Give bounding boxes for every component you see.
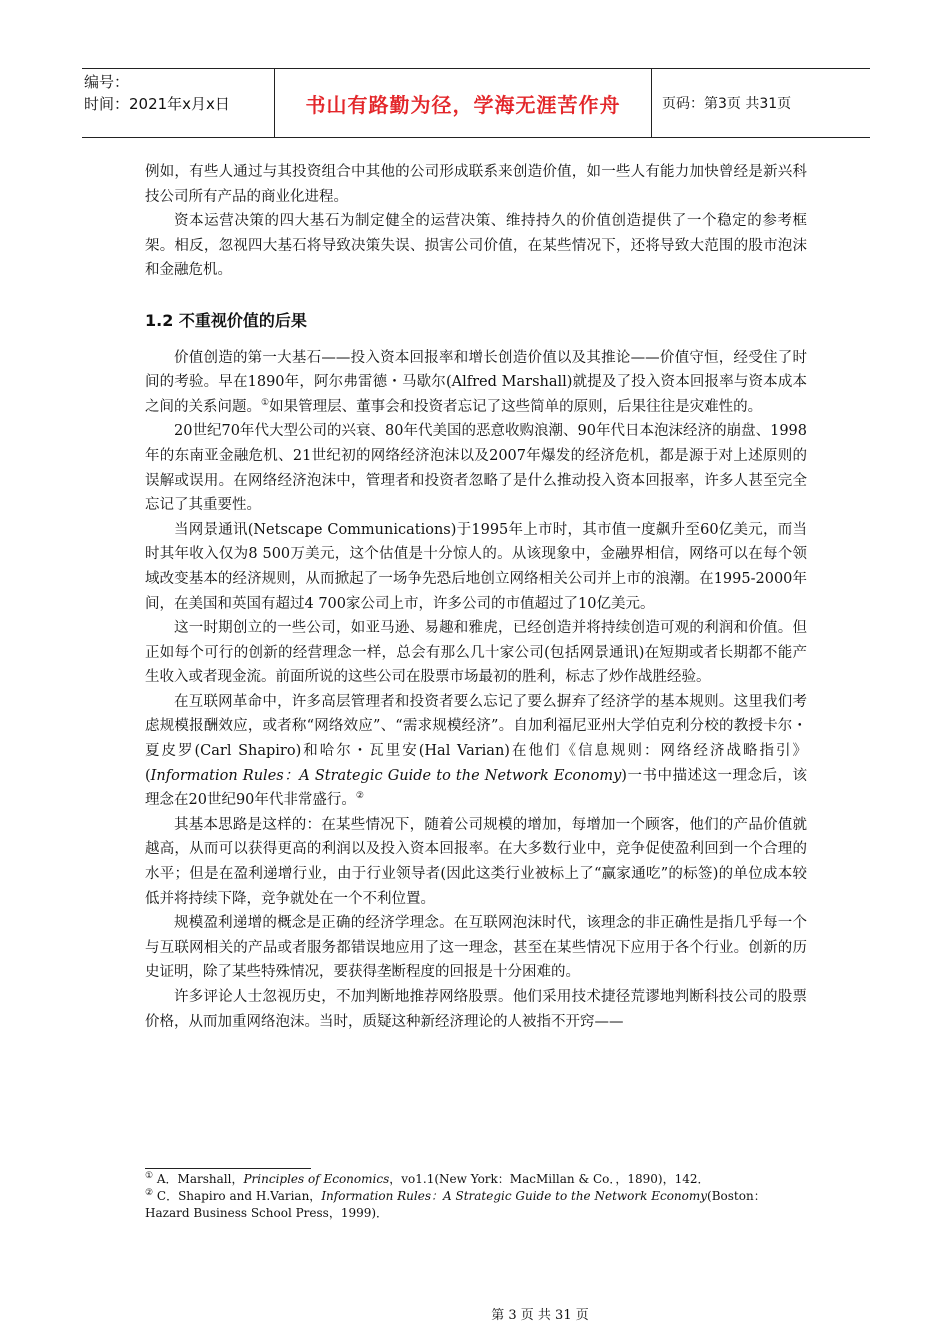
paragraph: 这一时期创立的一些公司，如亚马逊、易趣和雅虎，已经创造并将持续创造可观的利润和价值。但正如每个可行的创新的经营理念一样，总会有那么几十家公司(包括网景通讯)在短期或者长期都不能产生收入或者现金流。前面所说的这些公司在股票市场最初的胜利，标志了炒作战胜经验。 [145,620,807,686]
section-heading: 1.2 不重视价值的后果 [145,310,307,330]
document-body [145,160,807,1034]
footnote-mark: ② [145,1188,154,1198]
footnote-ref-2[interactable]: ② [355,791,364,802]
footnote-text: ，vo1.1(New York：MacMillan & Co．，1890)，142． [389,1172,710,1186]
paragraph-text: 在互联网革命中，许多高层管理者和投资者要么忘记了要么摒弃了经济学的基本规则。这里我们考虑规模报酬效应，或者称“网络效应”、“需求规模经济”。自加利福尼亚州大学伯克利分校的教授卡尔・夏皮罗(Carl Shapiro)和哈尔・瓦里安(Hal Varian)在他们《信息规则：网络经济战略指引》( [145,693,807,784]
paragraph: 其基本思路是这样的：在某些情况下，随着公司规模的增加，每增加一个顾客，他们的产品价值就越高，从而可以获得更高的利润以及投入资本回报率。在大多数行业中，竞争促使盈利回到一个合理的水平；但是在盈利递增行业，由于行业领导者(因此这类行业被标上了“赢家通吃”的标签)的单位成本较低并将持续下降，竞争就处在一个不利位置。 [145,816,807,907]
footnote-ref-1[interactable]: ① [261,397,270,408]
paragraph: 20世纪70年代大型公司的兴衰、80年代美国的恶意收购浪潮、90年代日本泡沫经济的崩盘、1998年的东南亚金融危机、21世纪初的网络经济泡沫以及2007年爆发的经济危机，都是源于对上述原则的误解或误用。在网络经济泡沫中，管理者和投资者忽略了是什么推动投入资本回报率，许多人甚至完全忘记了其重要性。 [145,423,807,514]
paragraph-text: 如果管理层、董事会和投资者忘记了这些简单的原则，后果往往是灾难性的。 [269,398,763,415]
footnote-divider [145,1168,311,1169]
footnote-title: Principles of Economics [243,1172,390,1186]
document-number-label: 编号： [84,73,130,91]
footnote-text: C．Shapiro and H.Varian， [153,1189,322,1203]
footnote-text: A．Marshall， [153,1172,244,1186]
book-title: Information Rules：A Strategic Guide to the Network Economy [150,767,622,784]
footnote-text: (Boston：Hazard Business School Press，1999)． [145,1189,766,1220]
footnote-1 [145,1171,807,1188]
paragraph [145,690,807,813]
paragraph: 规模盈利递增的概念是正确的经济学理念。在互联网泡沫时代，该理念的非正确性是指几乎每一个与互联网相关的产品或者服务都错误地应用了这一理念，甚至在某些情况下应用于各个行业。创新的历史证明，除了某些特殊情况，要获得垄断程度的回报是十分困难的。 [145,915,807,981]
paragraph: 许多评论人士忽视历史，不加判断地推荐网络股票。他们采用技术捷径荒谬地判断科技公司的股票价格，从而加重网络泡沫。当时，质疑这种新经济理论的人被指不开窍—— [145,989,807,1030]
footnotes [145,1168,807,1222]
header-motto: 书山有路勤为径，学海无涯苦作舟 [274,69,652,137]
paragraph: 例如，有些人通过与其投资组合中其他的公司形成联系来创造价值，如一些人有能力加快曾经是新兴科技公司所有产品的商业化进程。 [145,164,807,205]
paragraph-text: )一书中描述这一理念后，该理念在20世纪90年代非常盛行。 [145,767,807,809]
document-time-label: 时间：2021年x月x日 [84,95,230,113]
page-footer: 第 3 页 共 31 页 [491,1308,589,1323]
paragraph [145,346,807,420]
footnote-mark: ① [145,1171,154,1181]
page-header [82,68,870,138]
header-meta [82,69,274,137]
footnote-2 [145,1188,807,1222]
paragraph: 资本运营决策的四大基石为制定健全的运营决策、维持持久的价值创造提供了一个稳定的参考框架。相反，忽视四大基石将导致决策失误、损害公司价值，在某些情况下，还将导致大范围的股市泡沫和金融危机。 [145,213,807,279]
paragraph-text: 价值创造的第一大基石——投入资本回报率和增长创造价值以及其推论——价值守恒，经受住了时间的考验。早在1890年，阿尔弗雷德・马歇尔(Alfred Marshall)就提及了投入资本回报率与资本成本之间的关系问题。 [145,349,807,415]
footnote-title: Information Rules：A Strategic Guide to the Network Economy [321,1189,708,1203]
paragraph: 当网景通讯(Netscape Communications)于1995年上市时，其市值一度飙升至60亿美元，而当时其年收入仅为8 500万美元，这个估值是十分惊人的。从该现象中，金融界相信，网络可以在每个领域改变基本的经济规则，从而掀起了一场争先恐后地创立网络相关公司并上市的浪潮。在1995-2000年间，在美国和英国有超过4 700家公司上市，许多公司的市值超过了10亿美元。 [145,521,807,612]
header-page-info: 页码：第3页 共31页 [662,96,792,112]
